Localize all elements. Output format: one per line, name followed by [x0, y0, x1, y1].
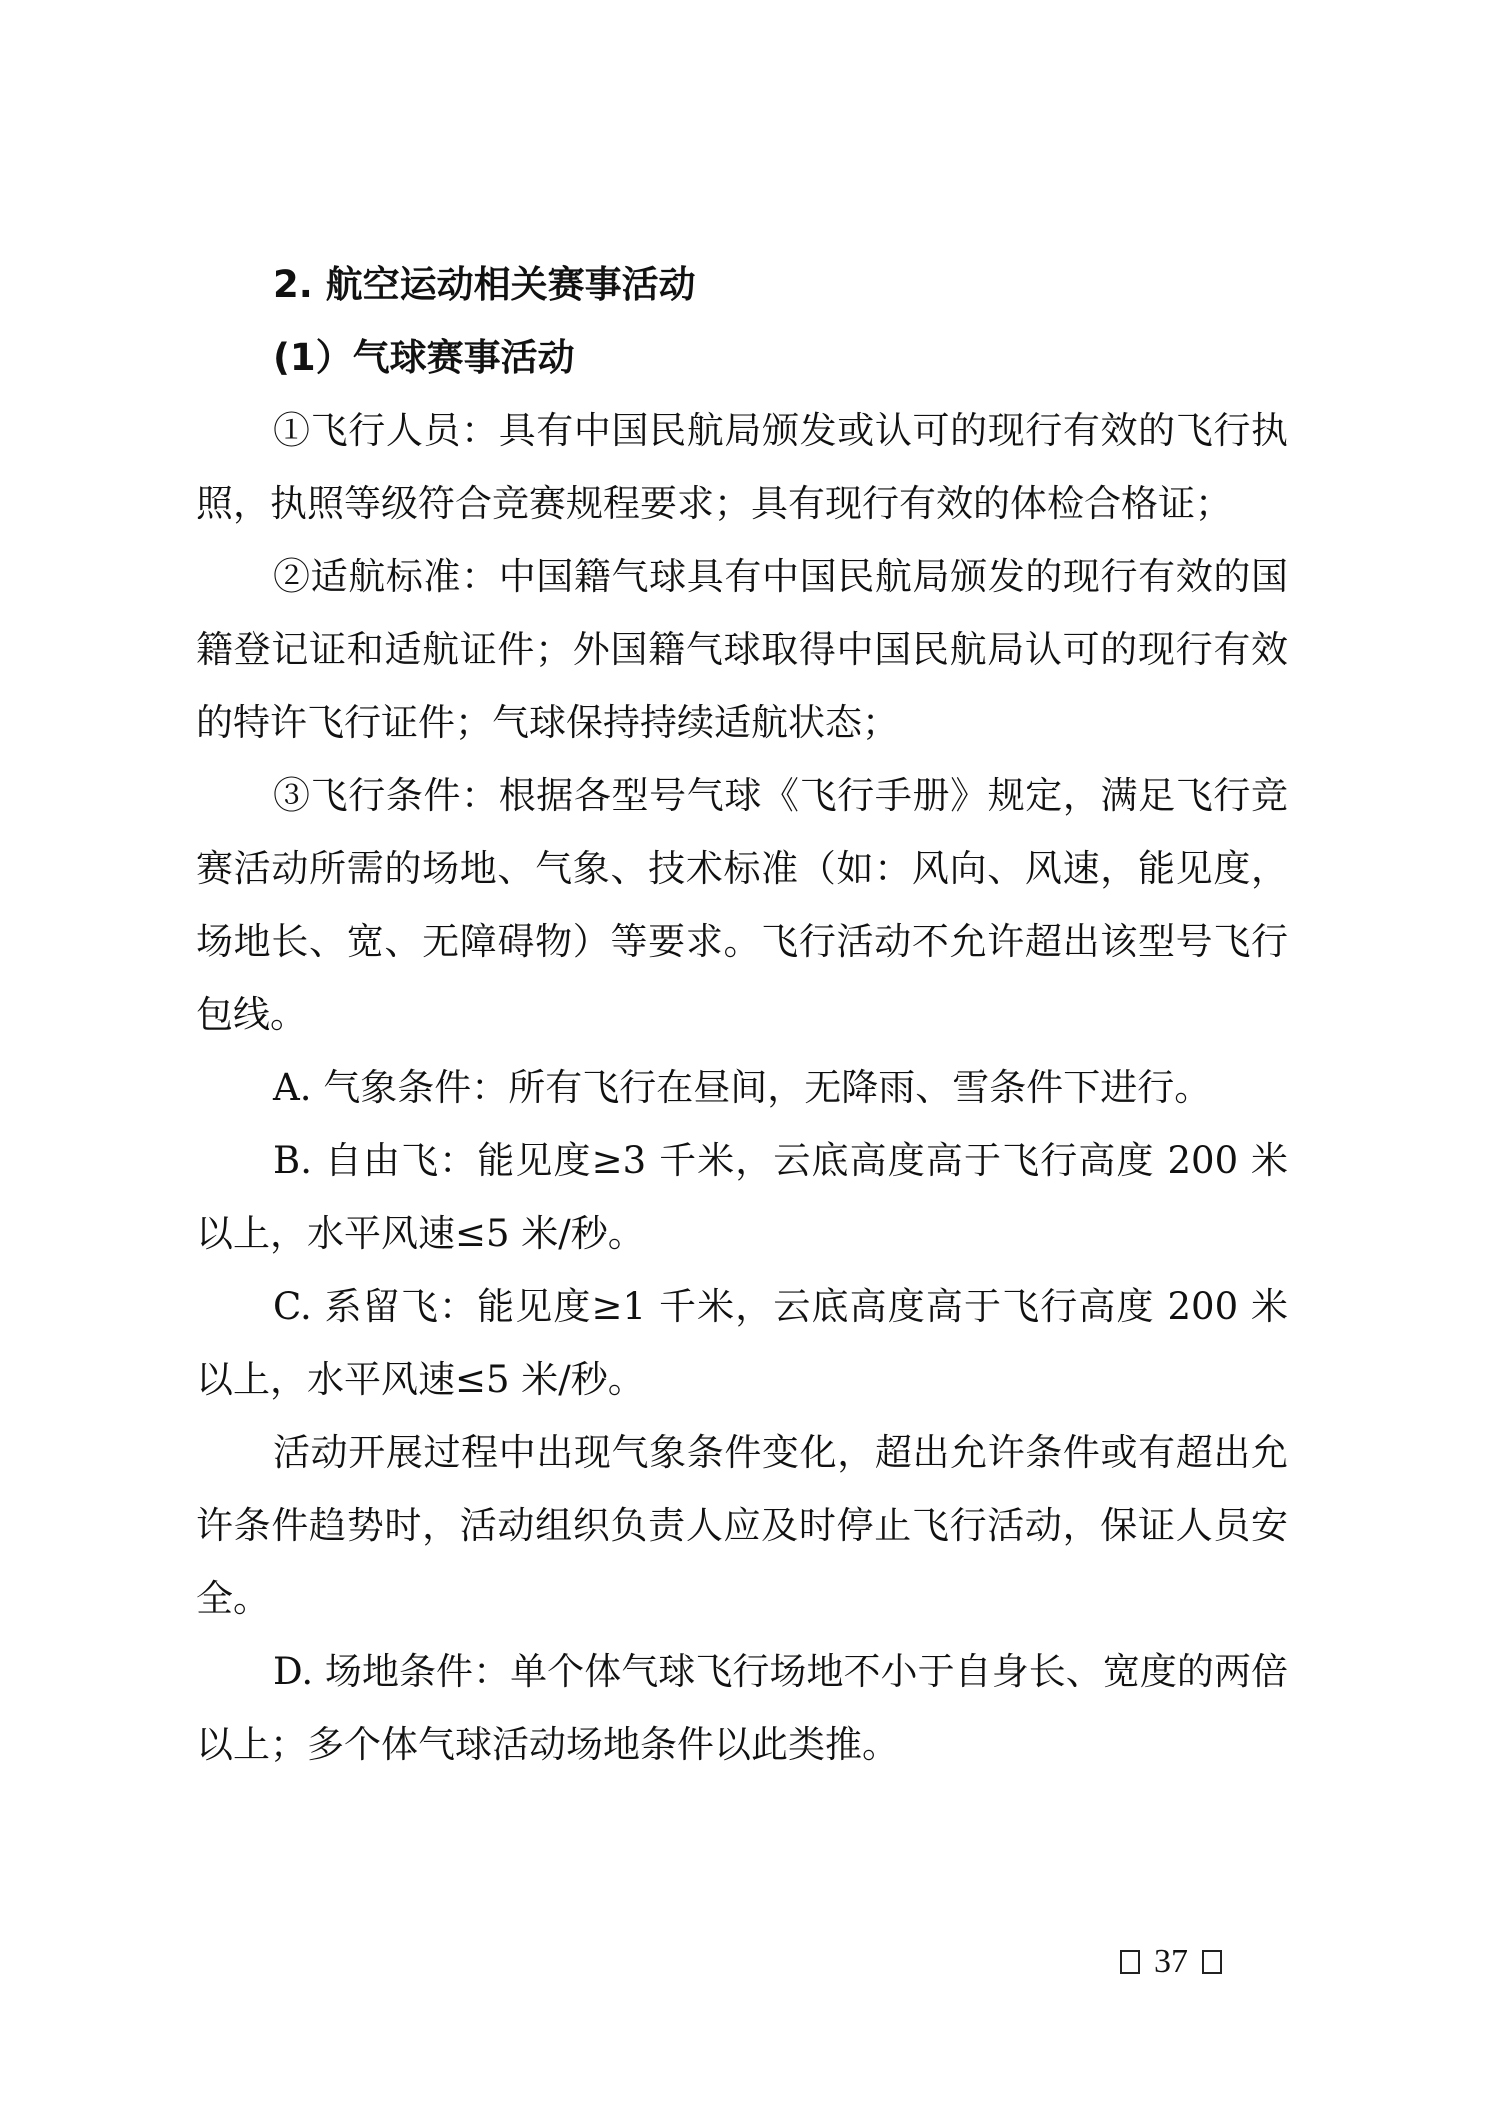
paragraph-flight-conditions: ③飞行条件：根据各型号气球《飞行手册》规定，满足飞行竞赛活动所需的场地、气象、技术标准（如：风向、风速，能见度，场地长、宽、无障碍物）等要求。飞行活动不允许超出该型号飞行包线。: [196, 774, 1288, 1036]
dash-box-left-icon: [1120, 1950, 1140, 1974]
paragraph-weather-change: 活动开展过程中出现气象条件变化，超出允许条件或有超出允许条件趋势时，活动组织负责人应及时停止飞行活动，保证人员安全。: [196, 1431, 1288, 1620]
paragraph-weather-conditions: A. 气象条件：所有飞行在昼间，无降雨、雪条件下进行。: [273, 1066, 1212, 1109]
paragraph-free-flight: B. 自由飞：能见度≥3 千米，云底高度高于飞行高度 200 米以上，水平风速≤5 米/秒。: [196, 1139, 1288, 1255]
paragraph-tethered-flight: C. 系留飞：能见度≥1 千米，云底高度高于飞行高度 200 米以上，水平风速≤5 米/秒。: [196, 1285, 1288, 1401]
dash-box-right-icon: [1202, 1950, 1222, 1974]
page-footer: [1120, 1943, 1222, 1981]
document-body: [196, 248, 1288, 1781]
section-heading: 2. 航空运动相关赛事活动: [273, 263, 696, 306]
paragraph-site-conditions: D. 场地条件：单个体气球飞行场地不小于自身长、宽度的两倍以上；多个体气球活动场地条件以此类推。: [196, 1650, 1288, 1766]
page-number: 37: [1154, 1943, 1188, 1980]
paragraph-airworthiness: ②适航标准：中国籍气球具有中国民航局颁发的现行有效的国籍登记证和适航证件；外国籍气球取得中国民航局认可的现行有效的特许飞行证件；气球保持持续适航状态；: [196, 555, 1288, 744]
subsection-heading: (1）气球赛事活动: [273, 336, 575, 379]
paragraph-flight-crew: ①飞行人员：具有中国民航局颁发或认可的现行有效的飞行执照，执照等级符合竞赛规程要求；具有现行有效的体检合格证；: [196, 409, 1288, 525]
